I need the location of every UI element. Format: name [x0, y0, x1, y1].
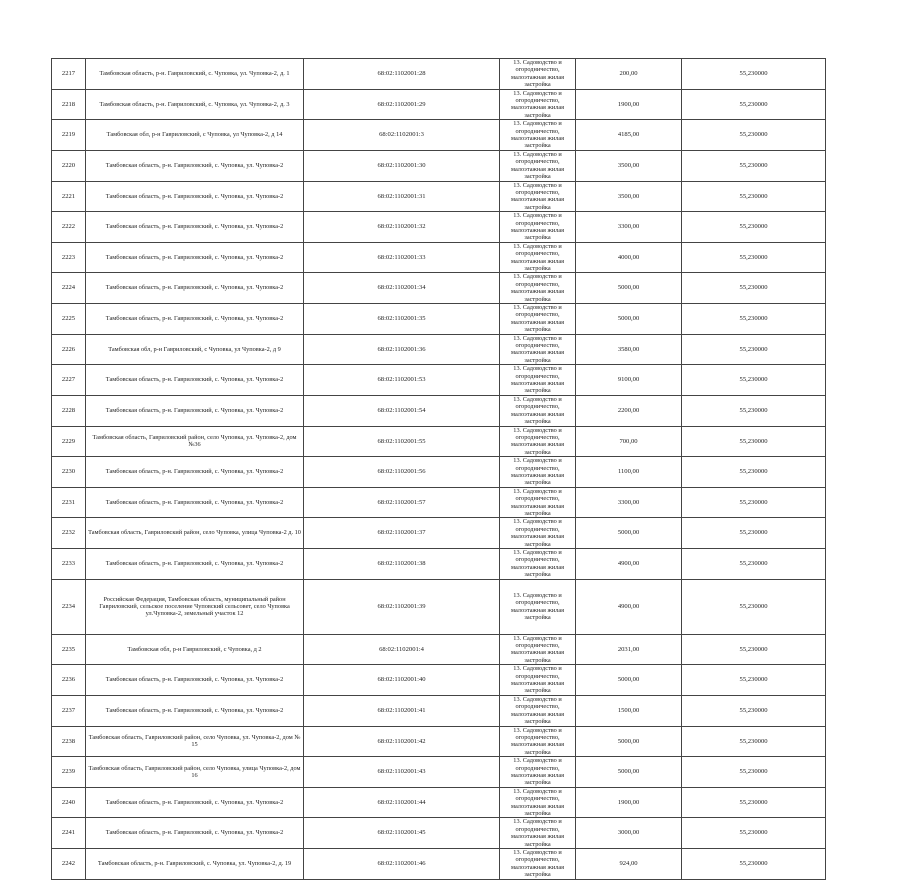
table-row	[52, 334, 826, 365]
area-cell: 5000,00	[576, 304, 682, 335]
table-row	[52, 395, 826, 426]
cadastral-number-cell: 68:02:1102001:33	[304, 242, 500, 273]
row-number-cell: 2222	[52, 212, 86, 243]
area-cell: 4185,00	[576, 120, 682, 151]
row-number-cell: 2218	[52, 89, 86, 120]
area-cell: 1900,00	[576, 89, 682, 120]
area-cell: 1100,00	[576, 457, 682, 488]
row-number-cell: 2227	[52, 365, 86, 396]
address-cell: Тамбовская область, Гавриловский район, село Чуповка, улица Чуповка-2, дом 16	[86, 757, 304, 788]
row-number-cell: 2230	[52, 457, 86, 488]
land-use-cell: 13. Садоводство и огородничество, малоэтажная жилая застройка	[500, 150, 576, 181]
cadastral-number-cell: 68:02:1102001:46	[304, 849, 500, 880]
cadastral-number-cell: 68:02:1102001:45	[304, 818, 500, 849]
row-number-cell: 2235	[52, 634, 86, 665]
specific-value-cell: 55,230000	[682, 304, 826, 335]
row-number-cell: 2226	[52, 334, 86, 365]
specific-value-cell: 55,230000	[682, 665, 826, 696]
specific-value-cell: 55,230000	[682, 634, 826, 665]
row-number-cell: 2241	[52, 818, 86, 849]
specific-value-cell: 55,230000	[682, 549, 826, 580]
land-use-cell: 13. Садоводство и огородничество, малоэтажная жилая застройка	[500, 426, 576, 457]
specific-value-cell: 55,230000	[682, 518, 826, 549]
land-use-cell: 13. Садоводство и огородничество, малоэтажная жилая застройка	[500, 365, 576, 396]
address-cell: Тамбовская область, р-н. Гавриловский, с. Чуповка, ул. Чуповка-2	[86, 365, 304, 396]
area-cell: 3300,00	[576, 487, 682, 518]
area-cell: 924,00	[576, 849, 682, 880]
area-cell: 5000,00	[576, 518, 682, 549]
specific-value-cell: 55,230000	[682, 242, 826, 273]
row-number-cell: 2221	[52, 181, 86, 212]
address-cell: Тамбовская обл, р-н Гавриловский, с Чуповка, д 2	[86, 634, 304, 665]
table-row	[52, 150, 826, 181]
specific-value-cell: 55,230000	[682, 89, 826, 120]
table-row	[52, 426, 826, 457]
address-cell: Тамбовская область, Гавриловский район, село Чуповка, улица Чуповка-2 д. 10	[86, 518, 304, 549]
specific-value-cell: 55,230000	[682, 365, 826, 396]
area-cell: 4000,00	[576, 242, 682, 273]
table-row	[52, 59, 826, 90]
address-cell: Тамбовская область, р-н. Гавриловский, с. Чуповка, ул. Чуповка-2	[86, 487, 304, 518]
row-number-cell: 2232	[52, 518, 86, 549]
table-row	[52, 365, 826, 396]
row-number-cell: 2225	[52, 304, 86, 335]
specific-value-cell: 55,230000	[682, 426, 826, 457]
specific-value-cell: 55,230000	[682, 395, 826, 426]
area-cell: 700,00	[576, 426, 682, 457]
specific-value-cell: 55,230000	[682, 334, 826, 365]
land-use-cell: 13. Садоводство и огородничество, малоэтажная жилая застройка	[500, 242, 576, 273]
specific-value-cell: 55,230000	[682, 120, 826, 151]
land-use-cell: 13. Садоводство и огородничество, малоэтажная жилая застройка	[500, 849, 576, 880]
row-number-cell: 2229	[52, 426, 86, 457]
address-cell: Тамбовская область, р-н. Гавриловский, с. Чуповка, ул. Чуповка-2	[86, 181, 304, 212]
area-cell: 2200,00	[576, 395, 682, 426]
land-use-cell: 13. Садоводство и огородничество, малоэтажная жилая застройка	[500, 89, 576, 120]
row-number-cell: 2224	[52, 273, 86, 304]
cadastral-number-cell: 68:02:1102001:42	[304, 726, 500, 757]
cadastral-number-cell: 68:02:1102001:39	[304, 579, 500, 634]
row-number-cell: 2219	[52, 120, 86, 151]
specific-value-cell: 55,230000	[682, 212, 826, 243]
land-use-cell: 13. Садоводство и огородничество, малоэтажная жилая застройка	[500, 579, 576, 634]
cadastral-number-cell: 68:02:1102001:54	[304, 395, 500, 426]
table-row	[52, 304, 826, 335]
land-use-cell: 13. Садоводство и огородничество, малоэтажная жилая застройка	[500, 273, 576, 304]
land-use-cell: 13. Садоводство и огородничество, малоэтажная жилая застройка	[500, 695, 576, 726]
address-cell: Тамбовская область, р-н. Гавриловский, с. Чуповка, ул. Чуповка-2	[86, 549, 304, 580]
specific-value-cell: 55,230000	[682, 787, 826, 818]
address-cell: Тамбовская область, р-н. Гавриловский, с. Чуповка, ул. Чуповка-2	[86, 212, 304, 243]
table-row	[52, 757, 826, 788]
row-number-cell: 2231	[52, 487, 86, 518]
table-row	[52, 120, 826, 151]
specific-value-cell: 55,230000	[682, 59, 826, 90]
area-cell: 3000,00	[576, 818, 682, 849]
land-use-cell: 13. Садоводство и огородничество, малоэтажная жилая застройка	[500, 457, 576, 488]
area-cell: 3500,00	[576, 150, 682, 181]
cadastral-number-cell: 68:02:1102001:53	[304, 365, 500, 396]
cadastral-number-cell: 68:02:1102001:31	[304, 181, 500, 212]
table-row	[52, 665, 826, 696]
address-cell: Тамбовская область, Гавриловский район, село Чуповка, ул. Чуповка-2, дом №36	[86, 426, 304, 457]
address-cell: Тамбовская область, р-н. Гавриловский, с. Чуповка, ул. Чуповка-2	[86, 457, 304, 488]
area-cell: 5000,00	[576, 757, 682, 788]
address-cell: Тамбовская область, р-н. Гавриловский, с. Чуповка, ул. Чуповка-2	[86, 242, 304, 273]
land-use-cell: 13. Садоводство и огородничество, малоэтажная жилая застройка	[500, 304, 576, 335]
land-use-cell: 13. Садоводство и огородничество, малоэтажная жилая застройка	[500, 665, 576, 696]
row-number-cell: 2238	[52, 726, 86, 757]
area-cell: 3300,00	[576, 212, 682, 243]
land-use-cell: 13. Садоводство и огородничество, малоэтажная жилая застройка	[500, 212, 576, 243]
area-cell: 9100,00	[576, 365, 682, 396]
cadastral-number-cell: 68:02:1102001:40	[304, 665, 500, 696]
cadastral-number-cell: 68:02:1102001:57	[304, 487, 500, 518]
specific-value-cell: 55,230000	[682, 695, 826, 726]
area-cell: 200,00	[576, 59, 682, 90]
address-cell: Тамбовская область, р-н. Гавриловский, с. Чуповка, ул. Чуповка-2, д. 1	[86, 59, 304, 90]
row-number-cell: 2237	[52, 695, 86, 726]
cadastral-number-cell: 68:02:1102001:30	[304, 150, 500, 181]
cadastral-number-cell: 68:02:1102001:32	[304, 212, 500, 243]
address-cell: Тамбовская обл, р-н Гавриловский, с Чуповка, ул Чуповка-2, д 9	[86, 334, 304, 365]
address-cell: Тамбовская область, р-н. Гавриловский, с. Чуповка, ул. Чуповка-2, д. 3	[86, 89, 304, 120]
land-use-cell: 13. Садоводство и огородничество, малоэтажная жилая застройка	[500, 181, 576, 212]
land-use-cell: 13. Садоводство и огородничество, малоэтажная жилая застройка	[500, 120, 576, 151]
table-body	[52, 59, 826, 880]
land-use-cell: 13. Садоводство и огородничество, малоэтажная жилая застройка	[500, 59, 576, 90]
table-row	[52, 89, 826, 120]
address-cell: Тамбовская область, р-н. Гавриловский, с. Чуповка, ул. Чуповка-2, д. 19	[86, 849, 304, 880]
address-cell: Тамбовская область, р-н. Гавриловский, с. Чуповка, ул. Чуповка-2	[86, 695, 304, 726]
address-cell: Тамбовская область, р-н. Гавриловский, с. Чуповка, ул. Чуповка-2	[86, 818, 304, 849]
table-row	[52, 818, 826, 849]
cadastral-number-cell: 68:02:1102001:34	[304, 273, 500, 304]
specific-value-cell: 55,230000	[682, 849, 826, 880]
table-row	[52, 579, 826, 634]
specific-value-cell: 55,230000	[682, 273, 826, 304]
cadastral-number-cell: 68:02:1102001:41	[304, 695, 500, 726]
address-cell: Тамбовская область, р-н. Гавриловский, с. Чуповка, ул. Чуповка-2	[86, 665, 304, 696]
cadastral-value-table	[51, 58, 826, 880]
table-row	[52, 549, 826, 580]
specific-value-cell: 55,230000	[682, 757, 826, 788]
cadastral-number-cell: 68:02:1102001:36	[304, 334, 500, 365]
row-number-cell: 2239	[52, 757, 86, 788]
table-row	[52, 787, 826, 818]
area-cell: 3580,00	[576, 334, 682, 365]
area-cell: 4900,00	[576, 549, 682, 580]
specific-value-cell: 55,230000	[682, 457, 826, 488]
area-cell: 3500,00	[576, 181, 682, 212]
row-number-cell: 2217	[52, 59, 86, 90]
area-cell: 4900,00	[576, 579, 682, 634]
row-number-cell: 2240	[52, 787, 86, 818]
cadastral-number-cell: 68:02:1102001:3	[304, 120, 500, 151]
area-cell: 5000,00	[576, 665, 682, 696]
area-cell: 5000,00	[576, 726, 682, 757]
land-use-cell: 13. Садоводство и огородничество, малоэтажная жилая застройка	[500, 818, 576, 849]
table-row	[52, 726, 826, 757]
land-use-cell: 13. Садоводство и огородничество, малоэтажная жилая застройка	[500, 334, 576, 365]
address-cell: Тамбовская область, Гавриловский район, село Чуповка, ул. Чуповка-2, дом № 15	[86, 726, 304, 757]
table-row	[52, 634, 826, 665]
specific-value-cell: 55,230000	[682, 726, 826, 757]
table-row	[52, 181, 826, 212]
table-row	[52, 487, 826, 518]
table-row	[52, 695, 826, 726]
cadastral-number-cell: 68:02:1102001:38	[304, 549, 500, 580]
cadastral-number-cell: 68:02:1102001:55	[304, 426, 500, 457]
land-use-cell: 13. Садоводство и огородничество, малоэтажная жилая застройка	[500, 518, 576, 549]
cadastral-number-cell: 68:02:1102001:28	[304, 59, 500, 90]
row-number-cell: 2234	[52, 579, 86, 634]
land-use-cell: 13. Садоводство и огородничество, малоэтажная жилая застройка	[500, 787, 576, 818]
land-use-cell: 13. Садоводство и огородничество, малоэтажная жилая застройка	[500, 634, 576, 665]
cadastral-number-cell: 68:02:1102001:56	[304, 457, 500, 488]
cadastral-number-cell: 68:02:1102001:29	[304, 89, 500, 120]
table-row	[52, 212, 826, 243]
address-cell: Тамбовская обл, р-н Гавриловский, с Чуповка, ул Чуповка-2, д 14	[86, 120, 304, 151]
specific-value-cell: 55,230000	[682, 487, 826, 518]
specific-value-cell: 55,230000	[682, 818, 826, 849]
row-number-cell: 2220	[52, 150, 86, 181]
area-cell: 5000,00	[576, 273, 682, 304]
area-cell: 1900,00	[576, 787, 682, 818]
table-row	[52, 849, 826, 880]
cadastral-number-cell: 68:02:1102001:44	[304, 787, 500, 818]
cadastral-number-cell: 68:02:1102001:35	[304, 304, 500, 335]
land-use-cell: 13. Садоводство и огородничество, малоэтажная жилая застройка	[500, 395, 576, 426]
specific-value-cell: 55,230000	[682, 150, 826, 181]
specific-value-cell: 55,230000	[682, 181, 826, 212]
cadastral-number-cell: 68:02:1102001:37	[304, 518, 500, 549]
table-row	[52, 242, 826, 273]
land-use-cell: 13. Садоводство и огородничество, малоэтажная жилая застройка	[500, 549, 576, 580]
cadastral-number-cell: 68:02:1102001:4	[304, 634, 500, 665]
row-number-cell: 2242	[52, 849, 86, 880]
land-use-cell: 13. Садоводство и огородничество, малоэтажная жилая застройка	[500, 726, 576, 757]
row-number-cell: 2236	[52, 665, 86, 696]
specific-value-cell: 55,230000	[682, 579, 826, 634]
area-cell: 2031,00	[576, 634, 682, 665]
address-cell: Тамбовская область, р-н. Гавриловский, с. Чуповка, ул. Чуповка-2	[86, 273, 304, 304]
address-cell: Российская Федерация, Тамбовская область, муниципальный район Гавриловский, сельское поселение Чуповский сельсовет, село Чуповка ул.Чуповка-2, земельный участок 12	[86, 579, 304, 634]
land-use-cell: 13. Садоводство и огородничество, малоэтажная жилая застройка	[500, 487, 576, 518]
row-number-cell: 2233	[52, 549, 86, 580]
address-cell: Тамбовская область, р-н. Гавриловский, с. Чуповка, ул. Чуповка-2	[86, 395, 304, 426]
table-row	[52, 518, 826, 549]
table-row	[52, 457, 826, 488]
cadastral-number-cell: 68:02:1102001:43	[304, 757, 500, 788]
table-row	[52, 273, 826, 304]
row-number-cell: 2223	[52, 242, 86, 273]
address-cell: Тамбовская область, р-н. Гавриловский, с. Чуповка, ул. Чуповка-2	[86, 150, 304, 181]
land-use-cell: 13. Садоводство и огородничество, малоэтажная жилая застройка	[500, 757, 576, 788]
address-cell: Тамбовская область, р-н. Гавриловский, с. Чуповка, ул. Чуповка-2	[86, 304, 304, 335]
row-number-cell: 2228	[52, 395, 86, 426]
area-cell: 1500,00	[576, 695, 682, 726]
address-cell: Тамбовская область, р-н. Гавриловский, с. Чуповка, ул. Чуповка-2	[86, 787, 304, 818]
